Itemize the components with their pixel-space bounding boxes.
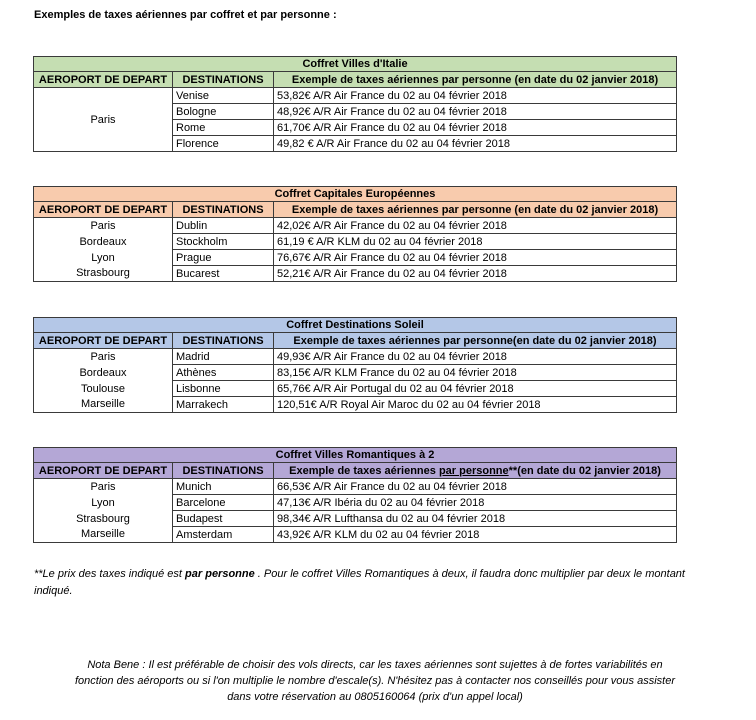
- destination-cell: Budapest: [173, 511, 274, 527]
- table-row: [34, 266, 677, 282]
- destination-cell: Prague: [173, 250, 274, 266]
- table-row: [34, 88, 677, 104]
- destination-cell: Munich: [173, 479, 274, 495]
- taxe-cell: 49,82 € A/R Air France du 02 au 04 février 2018: [274, 136, 677, 152]
- table-row: [34, 365, 677, 381]
- taxe-cell: 61,19 € A/R KLM du 02 au 04 février 2018: [274, 234, 677, 250]
- destination-cell: Florence: [173, 136, 274, 152]
- header-destinations: DESTINATIONS: [173, 202, 274, 218]
- depart-cell: Bordeaux: [34, 365, 173, 381]
- table-villes-italie: [33, 56, 677, 152]
- depart-cell: Paris: [34, 88, 173, 152]
- depart-cell: Marseille: [34, 397, 173, 413]
- header-depart: AEROPORT DE DEPART: [34, 333, 173, 349]
- footnote-start: **Le prix des taxes indiqué est: [34, 568, 186, 580]
- nota-bene: [30, 657, 720, 705]
- depart-cell: Strasbourg: [34, 266, 173, 282]
- taxe-cell: 48,92€ A/R Air France du 02 au 04 février 2018: [274, 104, 677, 120]
- table-row: [34, 250, 677, 266]
- header-depart: AEROPORT DE DEPART: [34, 72, 173, 88]
- header-destinations: DESTINATIONS: [173, 333, 274, 349]
- destination-cell: Madrid: [173, 349, 274, 365]
- depart-cell: Marseille: [34, 527, 173, 543]
- taxe-cell: 43,92€ A/R KLM du 02 au 04 février 2018: [274, 527, 677, 543]
- header-destinations: DESTINATIONS: [173, 72, 274, 88]
- table-row: [34, 234, 677, 250]
- taxe-cell: 120,51€ A/R Royal Air Maroc du 02 au 04 février 2018: [274, 397, 677, 413]
- destination-cell: Bucarest: [173, 266, 274, 282]
- depart-cell: Toulouse: [34, 381, 173, 397]
- table-row: [34, 479, 677, 495]
- header-taxes: Exemple de taxes aériennes par personne (en date du 02 janvier 2018): [274, 202, 677, 218]
- taxe-cell: 98,34€ A/R Lufthansa du 02 au 04 février 2018: [274, 511, 677, 527]
- taxe-cell: 61,70€ A/R Air France du 02 au 04 février 2018: [274, 120, 677, 136]
- page-heading: Exemples de taxes aériennes par coffret et par personne :: [34, 9, 337, 21]
- table-row: [34, 397, 677, 413]
- table-villes-romantiques: [33, 447, 677, 543]
- table-title: Coffret Villes d'Italie: [34, 57, 677, 72]
- destination-cell: Venise: [173, 88, 274, 104]
- table-title: Coffret Capitales Européennes: [34, 187, 677, 202]
- header-depart: AEROPORT DE DEPART: [34, 463, 173, 479]
- taxe-cell: 47,13€ A/R Ibéria du 02 au 04 février 2018: [274, 495, 677, 511]
- destination-cell: Rome: [173, 120, 274, 136]
- nota-bene-line: dans votre réservation au 0805160064 (prix d'un appel local): [227, 691, 523, 703]
- nota-bene-line: fonction des aéroports ou si l'on multiplie le nombre d'escale(s). N'hésitez pas à contacter nos conseillés pour vous assister: [75, 675, 675, 687]
- destination-cell: Barcelone: [173, 495, 274, 511]
- taxe-cell: 83,15€ A/R KLM France du 02 au 04 février 2018: [274, 365, 677, 381]
- table-title: Coffret Destinations Soleil: [34, 318, 677, 333]
- header-taxes: [274, 463, 677, 479]
- table-row: [34, 527, 677, 543]
- header-taxes: Exemple de taxes aériennes par personne(en date du 02 janvier 2018): [274, 333, 677, 349]
- header-taxes-underlined: par personne: [438, 464, 509, 477]
- destination-cell: Athènes: [173, 365, 274, 381]
- table-row: [34, 511, 677, 527]
- table-destinations-soleil: [33, 317, 677, 413]
- destination-cell: Dublin: [173, 218, 274, 234]
- footnote: [34, 566, 704, 600]
- destination-cell: Stockholm: [173, 234, 274, 250]
- destination-cell: Amsterdam: [173, 527, 274, 543]
- taxe-cell: 49,93€ A/R Air France du 02 au 04 février 2018: [274, 349, 677, 365]
- footnote-bold: par personne: [185, 568, 255, 580]
- destination-cell: Bologne: [173, 104, 274, 120]
- header-taxes: Exemple de taxes aériennes par personne (en date du 02 janvier 2018): [274, 72, 677, 88]
- table-capitales-europeennes: [33, 186, 677, 282]
- destination-cell: Marrakech: [173, 397, 274, 413]
- taxe-cell: 53,82€ A/R Air France du 02 au 04 février 2018: [274, 88, 677, 104]
- taxe-cell: 42,02€ A/R Air France du 02 au 04 février 2018: [274, 218, 677, 234]
- table-row: [34, 381, 677, 397]
- depart-cell: Strasbourg: [34, 511, 173, 527]
- taxe-cell: 66,53€ A/R Air France du 02 au 04 février 2018: [274, 479, 677, 495]
- header-destinations: DESTINATIONS: [173, 463, 274, 479]
- taxe-cell: 76,67€ A/R Air France du 02 au 04 février 2018: [274, 250, 677, 266]
- taxe-cell: 65,76€ A/R Air Portugal du 02 au 04 février 2018: [274, 381, 677, 397]
- depart-cell: Paris: [34, 349, 173, 365]
- depart-cell: Paris: [34, 218, 173, 234]
- taxe-cell: 52,21€ A/R Air France du 02 au 04 février 2018: [274, 266, 677, 282]
- header-taxes-end: **(en date du 02 janvier 2018): [508, 464, 661, 477]
- depart-cell: Lyon: [34, 250, 173, 266]
- table-title: Coffret Villes Romantiques à 2: [34, 448, 677, 463]
- depart-cell: Bordeaux: [34, 234, 173, 250]
- nota-bene-line: Nota Bene : Il est préférable de choisir des vols directs, car les taxes aériennes sont sujettes à de fortes variabilités en: [87, 659, 663, 671]
- depart-cell: Lyon: [34, 495, 173, 511]
- depart-cell: Paris: [34, 479, 173, 495]
- destination-cell: Lisbonne: [173, 381, 274, 397]
- table-row: [34, 349, 677, 365]
- footnote-end: . Pour le coffret Villes Romantiques à deux, il faudra donc multiplier par deux le montant indiqué.: [34, 568, 685, 597]
- header-taxes-start: Exemple de taxes aériennes: [289, 464, 439, 477]
- table-row: [34, 218, 677, 234]
- table-row: [34, 495, 677, 511]
- header-depart: AEROPORT DE DEPART: [34, 202, 173, 218]
